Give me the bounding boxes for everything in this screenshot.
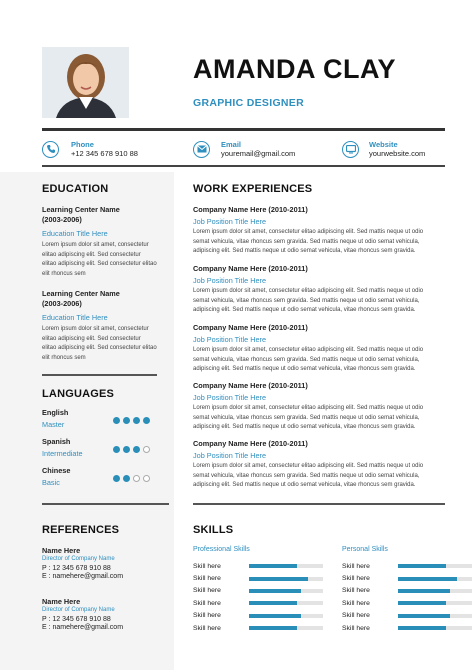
work-desc-line: semat vehicula, vitae rhoncus sem gravida. Sed mattis neque ut odio semat vehicula, (193, 297, 420, 304)
work-desc-line: Lorem ipsum dolor sit amet, consectetur elitao adipiscing elit. Sed mattis neque ut odio (193, 288, 424, 294)
skill-row (342, 597, 474, 609)
skill-bar-track (249, 564, 323, 568)
skill-label: Skill here (193, 587, 221, 595)
mail-icon (193, 141, 210, 158)
work-item (193, 323, 448, 375)
skill-row (193, 597, 328, 609)
work-position: Job Position Title Here (193, 217, 267, 226)
rating-dot-filled (133, 417, 140, 424)
reference-phone: P : 12 345 678 910 88 (42, 565, 111, 572)
education-heading: EDUCATION (42, 183, 109, 195)
reference-company: Director of Company Name (42, 607, 115, 613)
skill-bar-fill (398, 577, 457, 581)
skill-label: Skill here (193, 562, 221, 570)
work-item (193, 381, 448, 433)
work-desc-line: adipiscing elit. Sed mattis neque ut odio semat vehicula, vitae rhoncus sem gravida. (193, 307, 416, 314)
language-name: Spanish (42, 437, 71, 446)
skill-label: Skill here (342, 587, 370, 595)
skill-bar-track (398, 589, 472, 593)
education-desc-line: elit rhoncus sem (42, 270, 86, 277)
skill-bar-fill (398, 601, 446, 605)
language-rating (113, 469, 153, 487)
skill-row (342, 622, 474, 634)
rating-dot-filled (123, 417, 130, 424)
education-years: (2003-2006) (42, 299, 82, 308)
work-desc-line: Lorem ipsum dolor sit amet, consectetur elitao adipiscing elit. Sed mattis neque ut odio (193, 405, 424, 411)
skill-bar-fill (398, 589, 450, 593)
education-desc-line: elitao adipiscing elit. Sed consectetur (42, 335, 141, 342)
monitor-icon (342, 141, 359, 158)
reference-item (42, 597, 172, 631)
professional-skills-title: Professional Skills (193, 546, 250, 553)
education-desc-line: Lorem ipsum dolor sit amet, consectetur (42, 326, 149, 332)
skill-bar-track (249, 614, 323, 618)
skill-row (342, 560, 474, 572)
work-desc-line: semat vehicula, vitae rhoncus sem gravida. Sed mattis neque ut odio semat vehicula, (193, 356, 420, 363)
skill-label: Skill here (342, 599, 370, 607)
work-desc-line: adipiscing elit. Sed mattis neque ut odio semat vehicula, vitae rhoncus sem gravida. (193, 248, 416, 255)
skill-bar-track (249, 626, 323, 630)
rating-dot-empty (143, 475, 150, 482)
skill-label: Skill here (193, 612, 221, 620)
skill-bar-track (398, 601, 472, 605)
education-desc-line: elitao adipiscing elit. Sed consectetur elitao (42, 261, 157, 268)
work-company: Company Name Here (2010-2011) (193, 205, 308, 214)
work-desc (193, 346, 448, 375)
work-desc-line: Lorem ipsum dolor sit amet, consectetur elitao adipiscing elit. Sed mattis neque ut odio (193, 463, 424, 469)
skill-label: Skill here (193, 624, 221, 632)
work-desc-line: adipiscing elit. Sed mattis neque ut odio semat vehicula, vitae rhoncus sem gravida. (193, 424, 416, 431)
skill-bar-track (398, 564, 472, 568)
skill-bar-track (398, 614, 472, 618)
work-item (193, 205, 448, 257)
phone-icon (42, 141, 59, 158)
skill-row (342, 585, 474, 597)
education-degree: Education Title Here (42, 229, 108, 238)
work-desc-line: adipiscing elit. Sed mattis neque ut odio semat vehicula, vitae rhoncus sem gravida. (193, 482, 416, 489)
work-desc-line: Lorem ipsum dolor sit amet, consectetur elitao adipiscing elit. Sed mattis neque ut odio (193, 229, 424, 235)
skill-bar-track (398, 626, 472, 630)
work-item (193, 439, 448, 491)
skill-bar-fill (249, 626, 297, 630)
skills-heading: SKILLS (193, 524, 234, 536)
skill-row (193, 622, 328, 634)
references-heading: REFERENCES (42, 524, 120, 536)
work-desc-line: semat vehicula, vitae rhoncus sem gravida. Sed mattis neque ut odio semat vehicula, (193, 238, 420, 245)
skill-label: Skill here (342, 624, 370, 632)
education-item (42, 289, 170, 363)
section-divider (42, 374, 157, 376)
professional-skills-list (193, 560, 328, 634)
work-position: Job Position Title Here (193, 393, 267, 402)
skill-bar-track (249, 601, 323, 605)
skill-row (193, 560, 328, 572)
work-desc (193, 404, 448, 433)
contact-phone (42, 140, 138, 158)
job-title: GRAPHIC DESIGNER (193, 97, 304, 109)
language-rating (113, 440, 153, 458)
skill-row (342, 610, 474, 622)
work-company: Company Name Here (2010-2011) (193, 264, 308, 273)
rating-dot-filled (113, 417, 120, 424)
education-desc (42, 241, 170, 279)
education-years: (2003-2006) (42, 215, 82, 224)
language-name: Chinese (42, 466, 71, 475)
work-desc (193, 462, 448, 491)
skill-row (193, 572, 328, 584)
reference-name: Name Here (42, 546, 81, 555)
work-heading: WORK EXPERIENCES (193, 183, 313, 195)
reference-company: Director of Company Name (42, 556, 115, 562)
work-desc-line: semat vehicula, vitae rhoncus sem gravida. Sed mattis neque ut odio semat vehicula, (193, 472, 420, 479)
reference-email[interactable]: E : namehere@gmail.com (42, 624, 124, 631)
language-item (42, 408, 172, 429)
rating-dot-filled (143, 417, 150, 424)
contact-website-label: Website (369, 140, 398, 149)
skill-label: Skill here (193, 599, 221, 607)
reference-item (42, 546, 172, 580)
work-position: Job Position Title Here (193, 335, 267, 344)
education-degree: Education Title Here (42, 313, 108, 322)
contact-email-label: Email (221, 140, 242, 149)
skill-bar-fill (249, 601, 297, 605)
contact-website-value[interactable]: yourwebsite.com (369, 149, 426, 158)
rating-dot-empty (133, 475, 140, 482)
section-divider (193, 503, 445, 505)
work-desc-line: adipiscing elit. Sed mattis neque ut odio semat vehicula, vitae rhoncus sem gravida. (193, 366, 416, 373)
rating-dot-filled (133, 446, 140, 453)
education-desc-line: elit rhoncus sem (42, 354, 86, 361)
skill-bar-track (398, 577, 472, 581)
person-name: AMANDA CLAY (193, 54, 397, 84)
skill-label: Skill here (342, 575, 370, 583)
language-item (42, 466, 172, 487)
rating-dot-filled (123, 475, 130, 482)
skill-row (193, 585, 328, 597)
contact-website (342, 140, 425, 158)
reference-email[interactable]: E : namehere@gmail.com (42, 573, 124, 580)
work-position: Job Position Title Here (193, 451, 267, 460)
skill-bar-fill (249, 589, 301, 593)
header-divider-top (42, 128, 445, 131)
skill-bar-fill (398, 564, 446, 568)
skill-label: Skill here (342, 612, 370, 620)
rating-dot-filled (113, 475, 120, 482)
rating-dot-filled (113, 446, 120, 453)
languages-heading: LANGUAGES (42, 388, 115, 400)
skill-row (193, 610, 328, 622)
education-school: Learning Center Name (42, 289, 120, 298)
education-desc (42, 325, 170, 363)
language-rating (113, 411, 153, 429)
skill-bar-fill (249, 564, 297, 568)
work-company: Company Name Here (2010-2011) (193, 323, 308, 332)
personal-skills-title: Personal Skills (342, 546, 388, 553)
skill-bar-fill (249, 614, 301, 618)
language-level: Master (42, 420, 65, 429)
contact-phone-value[interactable]: +12 345 678 910 88 (71, 149, 138, 158)
contact-phone-label: Phone (71, 140, 94, 149)
skill-bar-fill (398, 614, 450, 618)
contact-email (193, 140, 295, 158)
work-company: Company Name Here (2010-2011) (193, 381, 308, 390)
work-desc (193, 287, 448, 316)
skill-label: Skill here (193, 575, 221, 583)
work-company: Company Name Here (2010-2011) (193, 439, 308, 448)
contact-email-value[interactable]: youremail@gmail.com (221, 149, 296, 158)
language-level: Basic (42, 478, 60, 487)
education-school: Learning Center Name (42, 205, 120, 214)
skill-row (342, 572, 474, 584)
language-item (42, 437, 172, 458)
section-divider (42, 503, 169, 505)
header-divider-bottom (42, 165, 445, 167)
skill-bar-track (249, 589, 323, 593)
language-name: English (42, 408, 69, 417)
rating-dot-empty (143, 446, 150, 453)
work-desc-line: Lorem ipsum dolor sit amet, consectetur elitao adipiscing elit. Sed mattis neque ut odio (193, 347, 424, 353)
skill-label: Skill here (342, 562, 370, 570)
work-item (193, 264, 448, 316)
work-desc-line: semat vehicula, vitae rhoncus sem gravida. Sed mattis neque ut odio semat vehicula, (193, 414, 420, 421)
education-desc-line: Lorem ipsum dolor sit amet, consectetur (42, 242, 149, 248)
skill-bar-fill (398, 626, 446, 630)
education-desc-line: elitao adipiscing elit. Sed consectetur (42, 251, 141, 258)
education-item (42, 205, 170, 279)
skill-bar-fill (249, 577, 308, 581)
language-level: Intermediate (42, 449, 83, 458)
work-desc (193, 228, 448, 257)
education-desc-line: elitao adipiscing elit. Sed consectetur elitao (42, 345, 157, 352)
work-position: Job Position Title Here (193, 276, 267, 285)
profile-photo (42, 47, 129, 118)
rating-dot-filled (123, 446, 130, 453)
personal-skills-list (342, 560, 474, 634)
reference-name: Name Here (42, 597, 81, 606)
skill-bar-track (249, 577, 323, 581)
reference-phone: P : 12 345 678 910 88 (42, 616, 111, 623)
